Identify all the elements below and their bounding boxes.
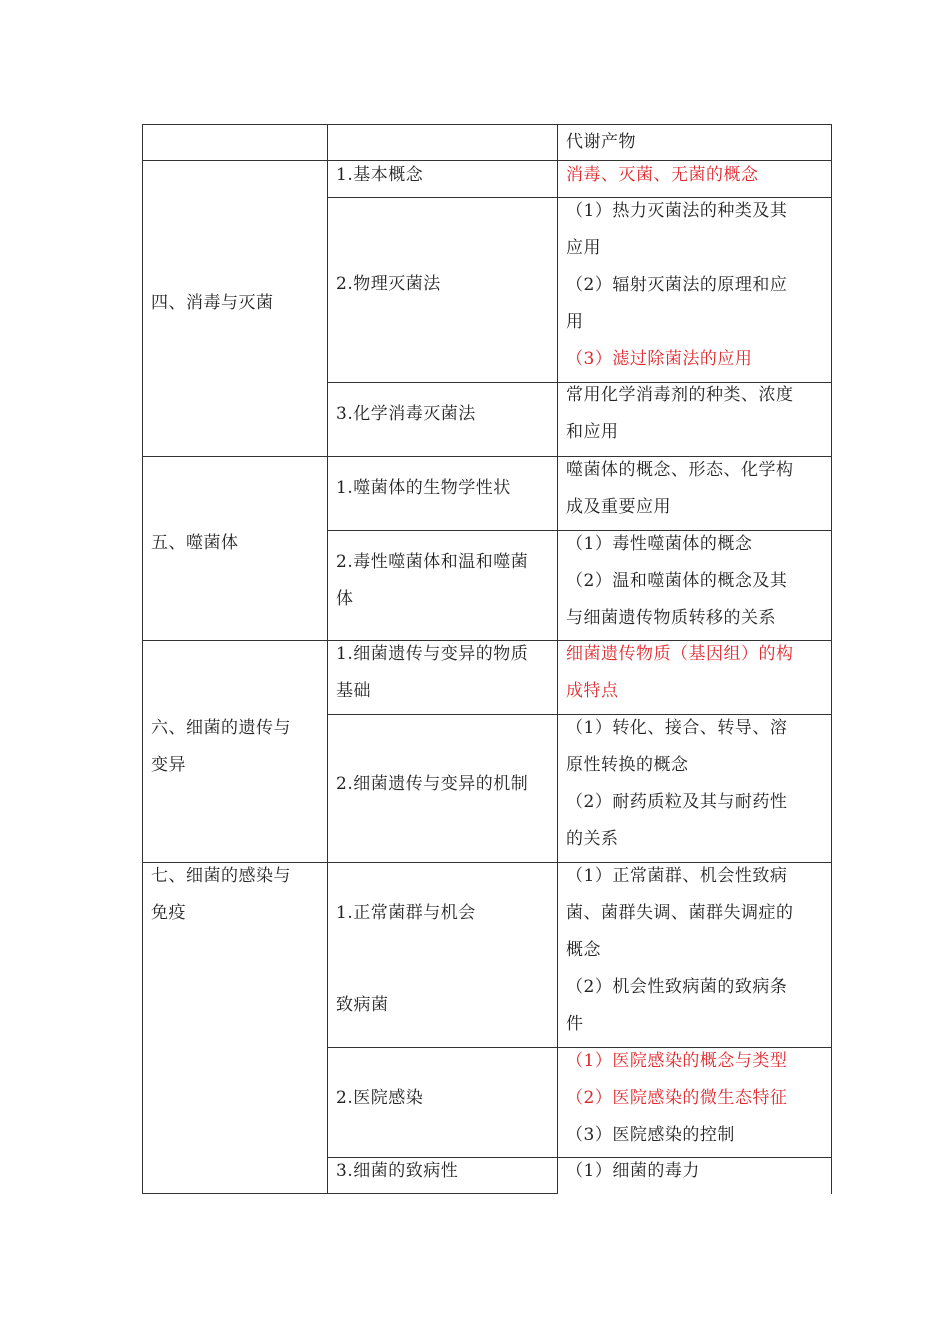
- detail-line: （1）正常菌群、机会性致病: [566, 866, 788, 886]
- header-cell-col3: 代谢产物: [566, 132, 636, 152]
- table-divider-col1: [327, 124, 328, 1194]
- topic-cell: 体: [336, 589, 354, 609]
- topic-cell: 1.基本概念: [336, 165, 424, 185]
- section-title: 四、消毒与灭菌: [151, 293, 274, 313]
- detail-line: 的关系: [566, 829, 619, 849]
- detail-line: （2）机会性致病菌的致病条: [566, 977, 788, 997]
- section-title: 变异: [151, 755, 186, 775]
- detail-line: 概念: [566, 940, 601, 960]
- detail-line: （1）转化、接合、转导、溶: [566, 718, 788, 738]
- topic-cell: 基础: [336, 681, 371, 701]
- detail-line: 消毒、灭菌、无菌的概念: [566, 165, 759, 185]
- detail-line: （2）医院感染的微生态特征: [566, 1088, 788, 1108]
- table-divider-col2: [557, 124, 558, 1194]
- section-title: 七、细菌的感染与: [151, 866, 291, 886]
- detail-line: 成及重要应用: [566, 497, 671, 517]
- detail-line: 和应用: [566, 422, 619, 442]
- section-title: 五、噬菌体: [151, 533, 239, 553]
- topic-cell: 2.物理灭菌法: [336, 274, 441, 294]
- detail-line: 常用化学消毒剂的种类、浓度: [566, 385, 794, 405]
- detail-line: （1）热力灭菌法的种类及其: [566, 201, 788, 221]
- topic-cell: 2.细菌遗传与变异的机制: [336, 774, 529, 794]
- detail-line: 原性转换的概念: [566, 755, 689, 775]
- topic-cell: 2.医院感染: [336, 1088, 424, 1108]
- detail-line: （1）毒性噬菌体的概念: [566, 534, 753, 554]
- detail-line: （3）滤过除菌法的应用: [566, 349, 753, 369]
- detail-line: 成特点: [566, 681, 619, 701]
- topic-cell: 2.毒性噬菌体和温和噬菌: [336, 552, 529, 572]
- detail-line: 噬菌体的概念、形态、化学构: [566, 460, 794, 480]
- topic-cell: 1.正常菌群与机会: [336, 903, 476, 923]
- topic-cell: 1.细菌遗传与变异的物质: [336, 644, 529, 664]
- section-title: 免疫: [151, 903, 186, 923]
- table-border-bottom: [142, 1193, 558, 1194]
- detail-line: 菌、菌群失调、菌群失调症的: [566, 903, 794, 923]
- detail-line: （2）辐射灭菌法的原理和应: [566, 275, 788, 295]
- detail-line: （1）医院感染的概念与类型: [566, 1051, 788, 1071]
- detail-line: 细菌遗传物质（基因组）的构: [566, 644, 794, 664]
- table-border-left: [142, 124, 143, 1194]
- detail-line: 与细菌遗传物质转移的关系: [566, 608, 776, 628]
- section-title: 六、细菌的遗传与: [151, 718, 291, 738]
- table-border-right: [831, 124, 832, 1194]
- detail-line: （2）耐药质粒及其与耐药性: [566, 792, 788, 812]
- detail-line: 应用: [566, 238, 601, 258]
- detail-line: （1）细菌的毒力: [566, 1161, 700, 1181]
- topic-cell: 3.化学消毒灭菌法: [336, 404, 476, 424]
- table-border-top: [142, 124, 832, 125]
- topic-cell: 3.细菌的致病性: [336, 1161, 459, 1181]
- detail-line: 用: [566, 312, 584, 332]
- detail-line: （2）温和噬菌体的概念及其: [566, 571, 788, 591]
- detail-line: 件: [566, 1014, 584, 1034]
- topic-cell: 致病菌: [336, 995, 389, 1015]
- topic-cell: 1.噬菌体的生物学性状: [336, 478, 511, 498]
- detail-line: （3）医院感染的控制: [566, 1125, 735, 1145]
